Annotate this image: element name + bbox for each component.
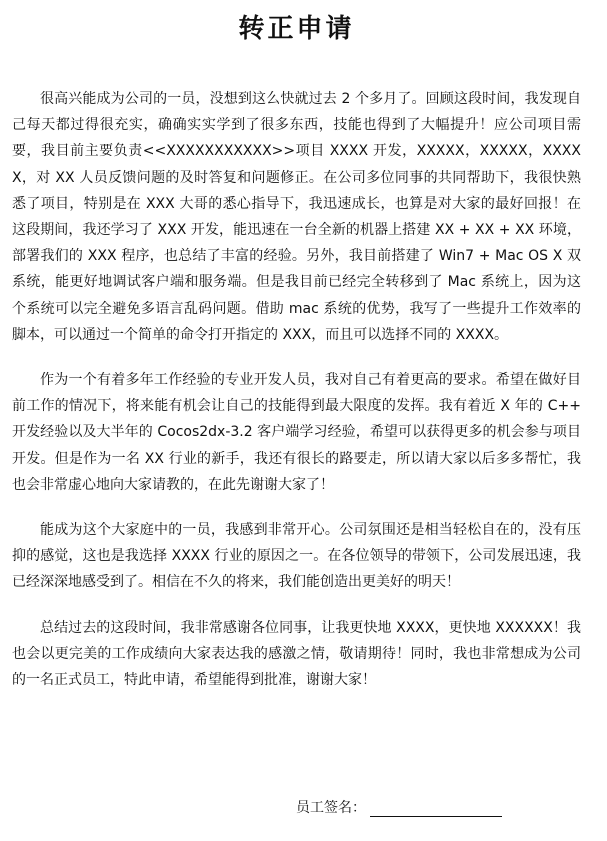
- document-title: 转正申请: [238, 14, 355, 44]
- signature-label: 员工签名：: [296, 800, 366, 816]
- paragraph-company: 能成为这个大家庭中的一员，我感到非常开心。公司氛围还是相当轻松自在的，没有压抑的感觉，这也是我选择 XXXX 行业的原因之一。在各位领导的带领下，公司发展迅速，我已经深深地感受到了。相信在不久的将来，我们能创造出更美好的明天！: [12, 522, 581, 591]
- document-body: [12, 86, 581, 693]
- paragraph-intro: 很高兴能成为公司的一员，没想到这么快就过去 2 个多月了。回顾这段时间，我发现自己每天都过得很充实，确确实实学到了很多东西，技能也得到了大幅提升！应公司项目需要，我目前主要负责<<XXXXXXXXXXX>>项目 XXXX 开发，XXXXX，XXXXX，XXXXX，对 XX 人员反馈问题的及时答复和问题修正。在公司多位同事的共同帮助下，我很快熟悉了项目，特别是在 XXX 大哥的悉心指导下，我迅速成长，也算是对大家的最好回报！在这段期间，我还学习了 XXX 开发，能迅速在一台全新的机器上搭建 XX + XX + XX 环境，部署我们的 XXX 程序，也总结了丰富的经验。另外，我目前搭建了 Win7 + Mac OS X 双系统，能更好地调试客户端和服务端。但是我目前已经完全转移到了 Mac 系统上，因为这个系统可以完全避免多语言乱码问题。借助 mac 系统的优势，我写了一些提升工作效率的脚本，可以通过一个简单的命令打开指定的 XXX，而且可以选择不同的 XXXX。: [12, 91, 581, 343]
- signature-block: [296, 796, 502, 820]
- paragraph-experience: 作为一个有着多年工作经验的专业开发人员，我对自己有着更高的要求。希望在做好目前工作的情况下，将来能有机会让自己的技能得到最大限度的发挥。我有着近 X 年的 C++ 开发经验以及大半年的 Cocos2dx-3.2 客户端学习经验，希望可以获得更多的机会参与项目开发。但是作为一名 XX 行业的新手，我还有很长的路要走，所以请大家以后多多帮忙，我也会非常虚心地向大家请教的，在此先谢谢大家了！: [12, 372, 581, 493]
- paragraph-summary: 总结过去的这段时间，我非常感谢各位同事，让我更快地 XXXX，更快地 XXXXXX！我也会以更完美的工作成绩向大家表达我的感激之情，敬请期待！同时，我也非常想成为公司的一名正式员工，特此申请，希望能得到批准，谢谢大家！: [12, 619, 581, 689]
- signature-line: [370, 796, 502, 817]
